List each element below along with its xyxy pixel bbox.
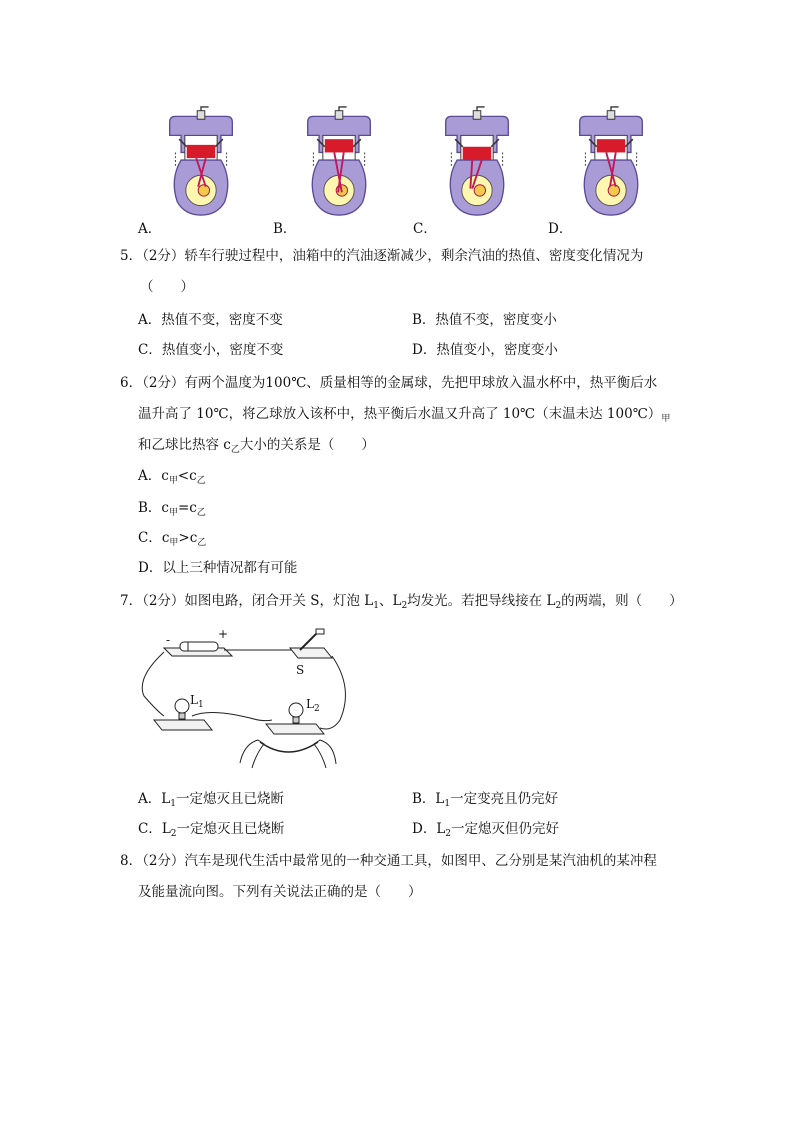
lamp-l1-sub: 1 bbox=[197, 700, 204, 710]
q6-line2-sub: 甲 bbox=[661, 414, 671, 424]
engine-diagram-c bbox=[436, 105, 518, 217]
q6-line1: 6．（2分）有两个温度为100℃、质量相等的金属球，先把甲球放入温水杯中，热平衡后水 bbox=[120, 375, 658, 391]
q6-opt-a-s2: 乙 bbox=[196, 476, 206, 486]
q7-opt-c-sub: 2 bbox=[170, 829, 177, 839]
q6-opt-b-s2: 乙 bbox=[196, 508, 206, 518]
q6-opt-b-s1: 甲 bbox=[168, 508, 178, 518]
q6-line3-a: 和乙球比热容 c bbox=[138, 437, 231, 453]
q7-stem-s3: 2 bbox=[555, 601, 562, 611]
q6-option-c[interactable] bbox=[138, 532, 206, 548]
engine-diagram-a bbox=[160, 105, 242, 217]
q5-paren: （ ） bbox=[140, 279, 194, 295]
q5-option-b[interactable]: B．热值不变，密度变小 bbox=[412, 312, 557, 328]
q7-opt-c-b: 一定熄灭且已烧断 bbox=[176, 821, 285, 837]
q6-opt-c-op: >c bbox=[178, 530, 198, 546]
engine-diagram-d bbox=[570, 105, 652, 217]
battery-minus-label: - bbox=[166, 633, 171, 647]
q7-stem-s1: 1 bbox=[373, 601, 379, 611]
engine-option-d-label[interactable]: D． bbox=[548, 221, 573, 237]
lamp-l1-text: L bbox=[190, 693, 198, 707]
q7-stem-b: 、L bbox=[378, 593, 402, 609]
switch-label: S bbox=[296, 663, 305, 677]
q6-line2 bbox=[138, 408, 670, 424]
q7-stem-d: 的两端，则（ ） bbox=[561, 593, 683, 609]
q5-option-d[interactable]: D．热值变小，密度变小 bbox=[412, 342, 558, 358]
engine-diagram-b bbox=[298, 105, 380, 217]
q7-stem-a: 7．（2分）如图电路，闭合开关 S，灯泡 L bbox=[120, 593, 374, 609]
q6-line3 bbox=[138, 439, 375, 455]
q7-opt-a-sub: 1 bbox=[170, 799, 176, 809]
battery-plus-label: + bbox=[218, 627, 229, 641]
engine-option-c-label[interactable]: C． bbox=[413, 221, 437, 237]
lamp-l2-sub: 2 bbox=[313, 704, 320, 714]
q7-option-d[interactable] bbox=[412, 823, 559, 839]
q7-opt-b-a: B．L bbox=[412, 791, 445, 807]
q6-option-a[interactable] bbox=[138, 470, 206, 486]
q6-opt-a-s1: 甲 bbox=[168, 476, 178, 486]
engine-option-a-label[interactable]: A． bbox=[138, 221, 162, 237]
q8-line1: 8．（2分）汽车是现代生活中最常见的一种交通工具，如图甲、乙分别是某汽油机的某冲程 bbox=[120, 853, 657, 869]
q7-stem bbox=[120, 595, 683, 611]
q7-stem-s2: 2 bbox=[401, 601, 408, 611]
lamp-l2-label bbox=[306, 698, 320, 714]
lamp-l1-label bbox=[190, 694, 204, 710]
q6-opt-c-s2: 乙 bbox=[197, 538, 207, 548]
q7-stem-c: 均发光。若把导线接在 L bbox=[407, 593, 556, 609]
q6-line3-sub: 乙 bbox=[230, 445, 240, 455]
q7-opt-a-a: A．L bbox=[138, 791, 171, 807]
q6-opt-c-main: C．c bbox=[138, 530, 170, 546]
q7-opt-a-b: 一定熄灭且已烧断 bbox=[175, 791, 284, 807]
q7-opt-b-sub: 1 bbox=[444, 799, 451, 809]
q7-option-a[interactable] bbox=[138, 793, 284, 809]
circuit-figure bbox=[140, 628, 365, 773]
q5-option-c[interactable]: C．热值变小，密度不变 bbox=[138, 342, 284, 358]
q8-line2: 及能量流向图。下列有关说法正确的是（ ） bbox=[138, 884, 422, 900]
q6-line2-text: 温升高了 10℃，将乙球放入该杯中，热平衡后水温又升高了 10℃（末温未达 100℃） bbox=[138, 406, 662, 422]
q7-opt-d-a: D．L bbox=[412, 821, 446, 837]
q5-stem: 5．（2分）轿车行驶过程中，油箱中的汽油逐渐减少，剩余汽油的热值、密度变化情况为 bbox=[120, 248, 644, 264]
q6-opt-a-op: <c bbox=[177, 468, 197, 484]
q6-option-d[interactable]: D．以上三种情况都有可能 bbox=[138, 560, 298, 576]
q6-opt-b-main: B．c bbox=[138, 500, 169, 516]
q7-opt-d-sub: 2 bbox=[445, 829, 452, 839]
q7-option-c[interactable] bbox=[138, 823, 285, 839]
engine-option-b-label[interactable]: B． bbox=[273, 221, 297, 237]
q6-opt-c-s1: 甲 bbox=[169, 538, 179, 548]
q7-opt-b-b: 一定变亮且仍完好 bbox=[450, 791, 559, 807]
q6-opt-a-main: A．c bbox=[138, 468, 169, 484]
q6-line3-b: 大小的关系是（ ） bbox=[239, 437, 375, 453]
q5-option-a[interactable]: A．热值不变，密度不变 bbox=[138, 312, 283, 328]
q7-option-b[interactable] bbox=[412, 793, 558, 809]
q6-option-b[interactable] bbox=[138, 502, 206, 518]
lamp-l2-text: L bbox=[306, 697, 314, 711]
q6-opt-b-op: =c bbox=[178, 500, 197, 516]
q7-opt-d-b: 一定熄灭但仍完好 bbox=[451, 821, 560, 837]
q7-opt-c-a: C．L bbox=[138, 821, 171, 837]
